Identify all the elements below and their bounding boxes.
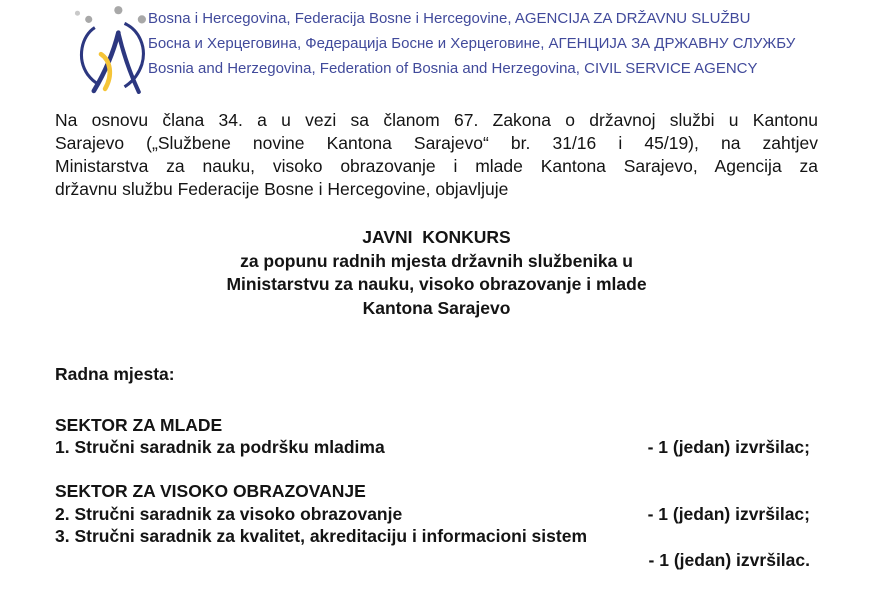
logo-left-arc [82,28,98,84]
position-row [55,503,818,526]
position-title: 3. Stručni saradnik za kvalitet, akreditaciju i informacioni sistem [55,526,587,546]
title-line: za popunu radnih mjesta državnih službenika u [240,250,633,271]
agency-name-bosnian: Bosna i Hercegovina, Federacija Bosne i Hercegovine, AGENCIJA ZA DRŽAVNU SLUŽBU [148,10,751,27]
intro-line: državnu službu Federacije Bosne i Hercegovine, objavljuje [55,179,509,199]
civil-service-agency-logo-icon [57,2,147,94]
intro-line: Na osnovu člana 34. a u vezi sa članom 67. Zakona o državnoj službi u Kantonu [55,110,818,130]
position-title: 1. Stručni saradnik za podršku mladima [55,437,385,457]
position-title: 2. Stručni saradnik za visoko obrazovanje [55,504,403,524]
title-line: Ministarstvu za nauku, visoko obrazovanje i mlade [226,274,647,294]
document-title [55,226,818,320]
intro-paragraph [55,109,818,201]
title-line-main: JAVNI KONKURS [362,227,511,247]
agency-name-english: Bosnia and Herzegovina, Federation of Bosnia and Herzegovina, CIVIL SERVICE AGENCY [148,60,758,77]
position-row [55,436,818,459]
agency-header [148,6,808,81]
intro-line: Sarajevo („Službene novine Kantona Sarajevo“ br. 31/16 i 45/19), na zahtjev [55,133,818,153]
position-count: - 1 (jedan) izvršilac. [648,550,810,570]
positions-heading: Radna mjesta: [55,364,175,384]
position-row [55,525,818,548]
section-heading-youth: SEKTOR ZA MLADE [55,415,223,435]
agency-name-serbian-cyrillic: Босна и Херцеговина, Федерација Босне и Херцеговине, АГЕНЦИЈА ЗА ДРЖАВНУ СЛУЖБУ [148,35,796,52]
position-count: - 1 (jedan) izvršilac; [647,504,810,524]
title-line: Kantona Sarajevo [362,297,511,318]
position-count-row [55,549,818,572]
position-count: - 1 (jedan) izvršilac; [647,437,810,457]
logo-dot-center [114,6,122,14]
logo-dot-faint [75,11,80,16]
logo-dot-right [138,15,146,23]
section-heading-higher-education: SEKTOR ZA VISOKO OBRAZOVANJE [55,481,366,501]
logo-dot-left [85,16,92,23]
intro-line: Ministarstva za nauku, visoko obrazovanje i mlade Kantona Sarajevo, Agencija za [55,156,818,176]
